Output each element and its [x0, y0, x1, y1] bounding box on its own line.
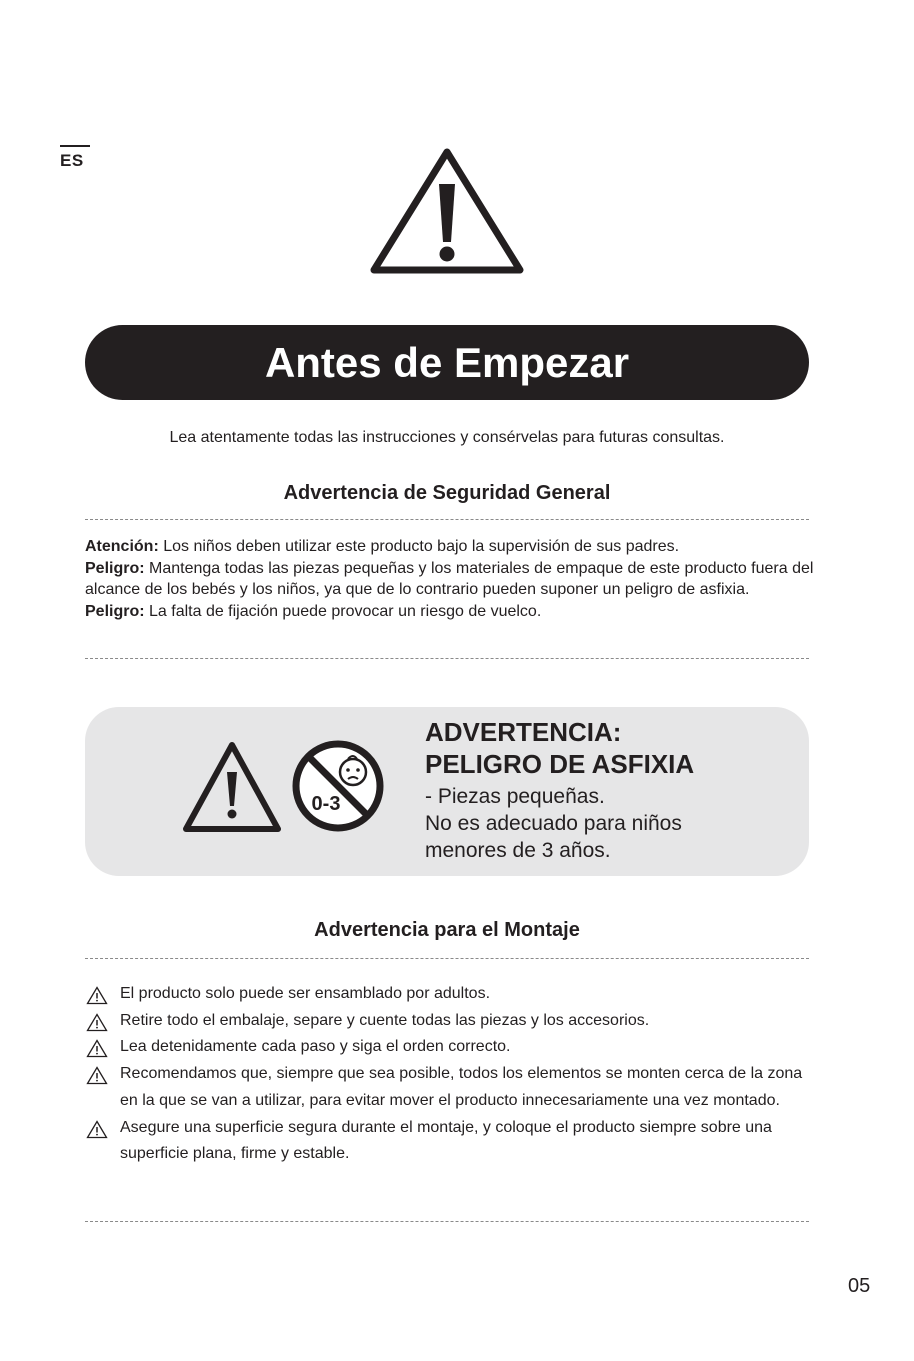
- general-safety-text: [85, 536, 825, 622]
- warning-triangle-icon: [369, 146, 525, 274]
- divider: [85, 519, 809, 520]
- no-children-0-3-icon: [296, 744, 380, 828]
- assembly-warning-list: [86, 981, 812, 1168]
- list-item: [86, 1008, 812, 1035]
- general-item: [85, 536, 825, 558]
- general-item-text: La falta de fijación puede provocar un riesgo de vuelco.: [144, 602, 542, 620]
- page-number: 05: [848, 1275, 871, 1297]
- general-item: [85, 558, 825, 601]
- general-item-text: Los niños deben utilizar este producto bajo la supervisión de sus padres.: [158, 538, 680, 555]
- warning-triangle-icon: [86, 1013, 108, 1032]
- warning-triangle-icon: [186, 745, 278, 829]
- choking-title-line: PELIGRO DE ASFIXIA: [425, 749, 695, 779]
- list-item-text: Retire todo el embalaje, separe y cuente todas las piezas y los accesorios.: [120, 1011, 650, 1029]
- warning-triangle-icon: [86, 1039, 108, 1058]
- list-item-text: Recomendamos que, siempre que sea posible, todos los elementos se monten cerca de la zona en la que se van a utilizar, para evitar mover el producto innecesariamente una vez montado.: [120, 1065, 803, 1109]
- assembly-warning-heading: Advertencia para el Montaje: [314, 919, 580, 941]
- choking-warning-body: [425, 783, 805, 864]
- general-item-label: Peligro:: [85, 602, 145, 620]
- divider: [85, 658, 809, 659]
- list-item: [86, 1115, 812, 1168]
- choking-body-line: - Piezas pequeñas.: [425, 785, 605, 808]
- choking-body-line: menores de 3 años.: [425, 839, 611, 862]
- warning-triangle-icon: [86, 1120, 108, 1139]
- list-item: [86, 1034, 812, 1061]
- warning-triangle-icon: [86, 986, 108, 1005]
- divider: [85, 958, 809, 959]
- general-item-label: Peligro:: [85, 559, 145, 577]
- language-tag: ES: [60, 145, 90, 171]
- choking-title-line: ADVERTENCIA:: [425, 717, 622, 747]
- choking-warning-title: [425, 716, 805, 780]
- list-item: [86, 981, 812, 1008]
- choking-body-line: No es adecuado para niños: [425, 812, 682, 835]
- intro-text: Lea atentamente todas las instrucciones y consérvelas para futuras consultas.: [169, 429, 725, 446]
- age-label: 0-3: [311, 793, 341, 815]
- list-item-text: El producto solo puede ser ensamblado por adultos.: [120, 985, 491, 1002]
- list-item-text: Asegure una superficie segura durante el montaje, y coloque el producto siempre sobre una superficie plana, firme y estable.: [120, 1118, 772, 1163]
- page-title: Antes de Empezar: [85, 325, 809, 400]
- list-item: [86, 1061, 812, 1114]
- general-item-text: Mantenga todas las piezas pequeñas y los materiales de empaque de este producto fuera del alcance de los bebés y los niños, ya que de lo contrario pueden suponer un peligro de asfixia.: [85, 559, 814, 598]
- warning-triangle-icon: [86, 1066, 108, 1085]
- general-item: [85, 601, 825, 623]
- choking-warning-icons: [180, 738, 388, 836]
- divider: [85, 1221, 809, 1222]
- general-safety-heading: Advertencia de Seguridad General: [283, 482, 611, 504]
- general-item-label: Atención:: [85, 538, 159, 555]
- list-item-text: Lea detenidamente cada paso y siga el orden correcto.: [120, 1038, 511, 1056]
